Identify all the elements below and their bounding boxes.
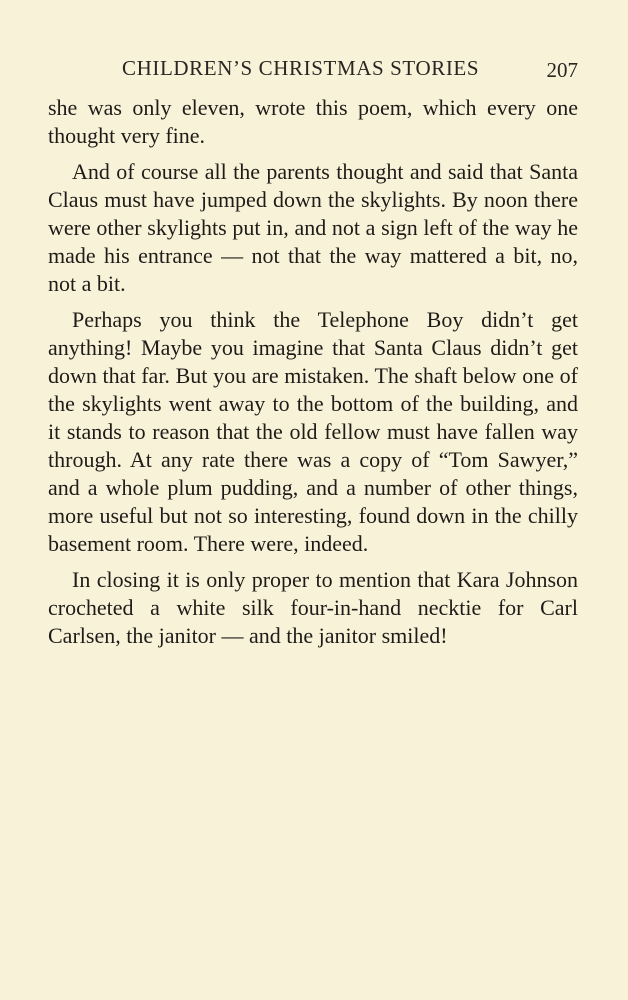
paragraph-continued: she was only eleven, wrote this poem, which every one thought very fine. — [48, 95, 578, 148]
paragraph-telephone-boy: Perhaps you think the Telephone Boy didn’t get anything! Maybe you imagine that Santa Claus didn’t get down that far. But you are mistaken. The shaft below one of the skylights went away to the bottom of the building, and it stands to reason that the old fellow must have fallen way through. At any rate there was a copy of “Tom Sawyer,” and a whole plum pudding, and a number of other things, more useful but not so interesting, found down in the chilly basement room. There were, indeed. — [48, 307, 578, 556]
page-number: 207 — [546, 58, 578, 82]
running-title: CHILDREN’S CHRISTMAS STORIES — [122, 56, 480, 80]
paragraph-closing: In closing it is only proper to mention that Kara Johnson crocheted a white silk four-in-hand necktie for Carl Carlsen, the janitor — and the janitor smiled! — [48, 567, 578, 648]
running-head — [48, 56, 578, 86]
body-text — [48, 94, 578, 658]
paragraph-skylights: And of course all the parents thought and said that Santa Claus must have jumped down the skylights. By noon there were other skylights put in, and not a sign left of the way he made his entrance — not that the way mattered a bit, no, not a bit. — [48, 159, 578, 296]
